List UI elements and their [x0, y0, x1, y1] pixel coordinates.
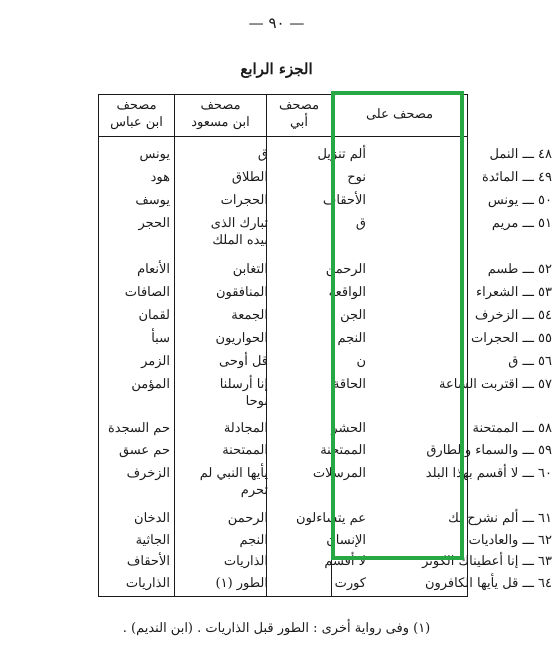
header-masud: [175, 97, 266, 131]
cell-line: بيده الملك: [212, 233, 268, 248]
cell-ali: ٥١ ـــ مريم: [491, 216, 552, 231]
cell-ali: ٥٠ ـــ يونس: [487, 193, 552, 208]
header-ubayy: [267, 97, 331, 131]
cell-masud: التغابن: [232, 262, 268, 277]
cell-ali: ٦٢ ـــ والعاديات: [468, 533, 552, 548]
header-label-line: ابن مسعود: [191, 115, 250, 130]
cell-line: إنا أرسلنا: [219, 377, 268, 392]
cell-masud: النجم: [239, 533, 268, 548]
cell-abbas: حم عسق: [118, 443, 170, 458]
cell-line: نوحا: [245, 394, 268, 409]
cell-masud: الطلاق: [231, 170, 268, 185]
cell-abbas: الذاريات: [125, 576, 170, 591]
cell-masud: الذاريات: [223, 554, 268, 569]
cell-masud: [178, 465, 268, 499]
cell-abbas: الحجر: [138, 216, 170, 231]
cell-abbas: المؤمن: [131, 377, 170, 392]
cell-ubayy: النجم: [337, 331, 366, 346]
cell-abbas: حم السجدة: [107, 421, 170, 436]
cell-line: تحرم: [240, 483, 268, 498]
cell-masud: قل أوحى: [219, 354, 268, 369]
cell-ali: ٥٨ ـــ الممتحنة: [472, 421, 552, 436]
cell-ubayy: الحاقة: [332, 377, 366, 392]
cell-abbas: الصافات: [124, 285, 170, 300]
cell-abbas: سبأ: [151, 331, 170, 346]
header-abbas: [99, 97, 174, 131]
cell-ubayy: ن: [356, 354, 366, 369]
cell-ubayy: الأحقاف: [322, 193, 366, 208]
cell-abbas: لقمان: [138, 308, 170, 323]
highlight-box: [331, 91, 464, 560]
cell-ubayy: ق: [355, 216, 366, 231]
cell-masud: ق: [257, 147, 268, 162]
cell-abbas: الزمر: [141, 354, 170, 369]
cell-ali: ٥٥ ـــ الحجرات: [470, 331, 552, 346]
cell-masud: [178, 376, 268, 410]
cell-abbas: الجاثية: [135, 533, 170, 548]
cell-ali: ٥٢ ـــ طسم: [487, 262, 552, 277]
cell-abbas: الأحقاف: [126, 554, 170, 569]
cell-ali: ٥٤ ـــ الزخرف: [474, 308, 552, 323]
cell-ali: ٦٤ ـــ قل يأيها الكافرون: [424, 576, 552, 591]
table-row: [98, 575, 552, 597]
cell-ali: ٥٧ ـــ اقتربت الساعة: [439, 377, 552, 392]
cell-masud: الممتحنة: [222, 443, 268, 458]
header-label-line: مصحف: [116, 98, 157, 113]
cell-ubayy: المرسلات: [312, 466, 366, 481]
cell-ubayy: الحشر: [331, 421, 366, 436]
cell-masud: المجادلة: [223, 421, 268, 436]
header-label-line: أبي: [289, 115, 309, 130]
cell-ubayy: الممتحنة: [320, 443, 366, 458]
cell-ali: ٦١ ـــ ألم نشرح لك: [448, 511, 552, 526]
header-label-line: مصحف: [278, 98, 320, 113]
cell-line: يأيها النبي لم: [199, 466, 268, 481]
cell-masud: الحجرات: [220, 193, 268, 208]
header-ali-label: مصحف على: [365, 107, 434, 122]
header-label-line: ابن عباس: [110, 115, 163, 130]
cell-ubayy: لا أقسم: [324, 554, 366, 569]
cell-ali: ٤٩ ـــ المائدة: [482, 170, 552, 185]
cell-ubayy: نوح: [347, 170, 366, 185]
cell-ali: ٦٠ ـــ لا أقسم بهذا البلد: [425, 466, 552, 481]
cell-ali: ٥٩ ـــ والسماء والطارق: [426, 443, 552, 458]
cell-masud: المنافقون: [215, 285, 268, 300]
cell-abbas: يوسف: [135, 193, 170, 208]
cell-ubayy: كورت: [334, 576, 366, 591]
cell-masud: الحواريون: [215, 331, 268, 346]
cell-ubayy: عم يتساءلون: [296, 511, 366, 526]
cell-ali: ٦٣ ـــ إنا أعطيناك الكوثر: [422, 554, 552, 569]
cell-masud: الجمعة: [231, 308, 268, 323]
cell-masud: الطور (١): [215, 576, 268, 591]
cell-ubayy: الجن: [340, 308, 366, 323]
cell-masud: [178, 215, 268, 249]
footnote: (١) وفى رواية أخرى : الطور قبل الذاريات . (ابن النديم) .: [122, 621, 431, 636]
page-number: — ٩٠ —: [248, 14, 305, 32]
cell-ubayy: الواقعة: [328, 285, 366, 300]
cell-masud: الرحمن: [227, 511, 268, 526]
section-title: الجزء الرابع: [240, 60, 313, 78]
cell-abbas: هود: [150, 170, 170, 185]
header-label-line: مصحف: [200, 98, 241, 113]
cell-abbas: الزخرف: [126, 466, 170, 481]
cell-abbas: يونس: [139, 147, 170, 162]
cell-abbas: الأنعام: [137, 262, 170, 277]
cell-ubayy: الرحمن: [325, 262, 366, 277]
cell-line: تبارك الذى: [210, 216, 268, 231]
cell-ali: ٥٣ ـــ الشعراء: [476, 285, 552, 300]
cell-ubayy: الإنسان: [326, 533, 366, 548]
cell-ali: ٤٨ ـــ النمل: [489, 147, 552, 162]
cell-ali: ٥٦ ـــ ق: [508, 354, 552, 369]
cell-abbas: الدخان: [134, 511, 170, 526]
cell-ubayy: ألم تنزيل: [317, 147, 366, 162]
